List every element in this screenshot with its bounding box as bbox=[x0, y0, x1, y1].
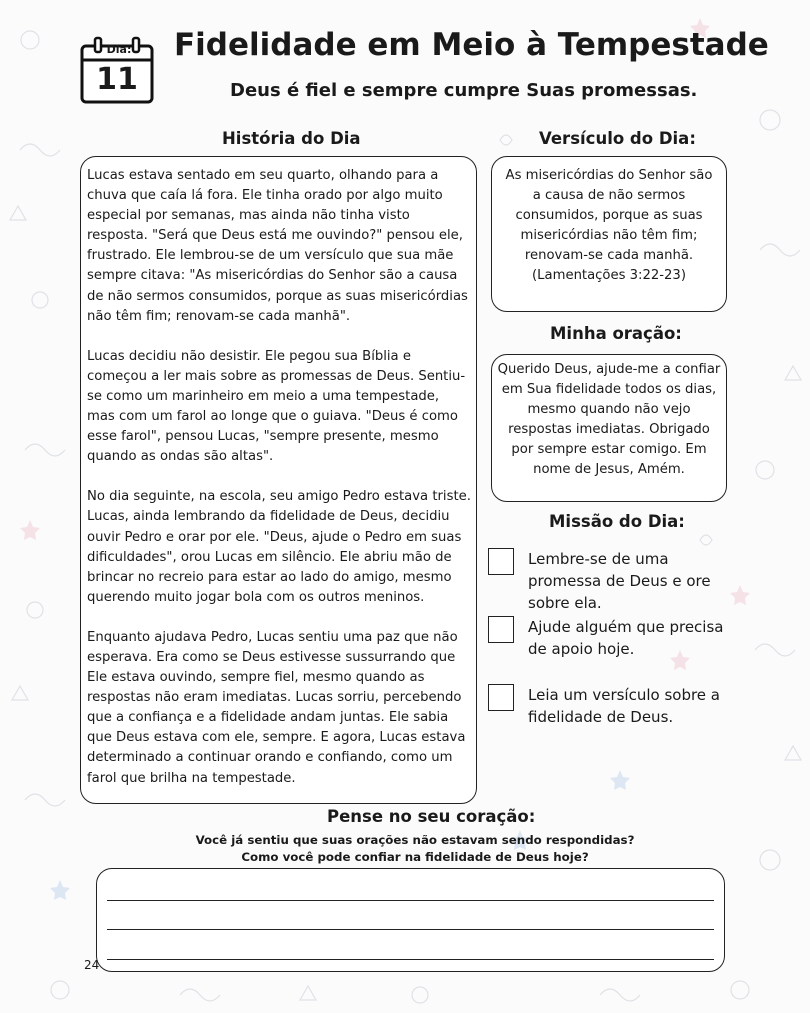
day-number: 11 bbox=[96, 62, 138, 97]
writing-line bbox=[107, 929, 714, 930]
reflection-question: Você já sentiu que suas orações não estavam sendo respondidas? bbox=[195, 833, 635, 847]
page-subtitle: Deus é fiel e sempre cumpre Suas promessas. bbox=[230, 80, 698, 101]
mission-heading: Missão do Dia: bbox=[549, 512, 685, 531]
writing-line bbox=[107, 900, 714, 901]
verse-text: As misericórdias do Senhor são a causa de não sermos consumidos, porque as suas misericórdias não têm fim; renovam-se cada manhã. (Lamentações 3:22-23) bbox=[505, 168, 713, 283]
story-box bbox=[80, 156, 477, 804]
mission-checkbox[interactable] bbox=[488, 616, 514, 643]
reflection-heading: Pense no seu coração: bbox=[327, 807, 536, 826]
page-title: Fidelidade em Meio à Tempestade bbox=[174, 27, 769, 63]
mission-item-text: Leia um versículo sobre a fidelidade de Deus. bbox=[528, 686, 720, 726]
story-paragraph: Enquanto ajudava Pedro, Lucas sentiu uma paz que não esperava. Era como se Deus estivesse sussurrando que Ele estava ouvindo, sempre fiel, mesmo quando as respostas não eram imediatas. Lucas sorriu, percebendo que a confiança e a fidelidade andam juntas. Ele sabia que Deus estava com ele, sempre. E agora, Lucas estava determinado a continuar orando e confiando, como um farol que brilha na tempestade. bbox=[87, 629, 466, 786]
verse-heading: Versículo do Dia: bbox=[539, 129, 696, 148]
verse-box bbox=[491, 156, 727, 312]
story-heading: História do Dia bbox=[222, 129, 361, 148]
writing-area[interactable] bbox=[96, 868, 725, 972]
prayer-heading: Minha oração: bbox=[550, 324, 682, 343]
page-number: 24 bbox=[84, 958, 100, 972]
day-label: Dia: bbox=[106, 43, 132, 56]
prayer-box bbox=[491, 354, 727, 502]
story-paragraph: Lucas estava sentado em seu quarto, olhando para a chuva que caía lá fora. Ele tinha orado por algo muito especial por semanas, mas ainda não tinha visto resposta. "Será que Deus está me ouvindo?" pensou ele, frustrado. Ele lembrou-se de um versículo que sua mãe sempre citava: "As misericórdias do Senhor são a causa de não sermos consumidos, porque as suas misericórdias não têm fim; renovam-se cada manhã". bbox=[87, 168, 468, 324]
prayer-text: Querido Deus, ajude-me a confiar em Sua fidelidade todos os dias, mesmo quando não vejo respostas imediatas. Obrigado por sempre estar comigo. Em nome de Jesus, Amém. bbox=[497, 362, 721, 477]
reflection-question: Como você pode confiar na fidelidade de Deus hoje? bbox=[241, 850, 589, 864]
mission-checkbox[interactable] bbox=[488, 548, 514, 575]
mission-item-text: Ajude alguém que precisa de apoio hoje. bbox=[528, 618, 724, 658]
story-paragraph: No dia seguinte, na escola, seu amigo Pedro estava triste. Lucas, ainda lembrando da fidelidade de Deus, decidiu ouvir Pedro e orar por ele. "Deus, ajude o Pedro em suas dificuldades", orou Lucas em silêncio. Ele abriu mão de brincar no recreio para estar ao lado do amigo, mesmo querendo muito jogar bola com os outros meninos. bbox=[87, 489, 471, 605]
story-paragraph: Lucas decidiu não desistir. Ele pegou sua Bíblia e começou a ler mais sobre as promessas de Deus. Sentiu-se como um marinheiro em meio a uma tempestade, mas com um farol ao longe que o guiava. "Deus é como esse farol", pensou Lucas, "sempre presente, mesmo quando as ondas são altas". bbox=[87, 348, 466, 465]
mission-item-text: Lembre-se de uma promessa de Deus e ore sobre ela. bbox=[528, 550, 711, 612]
mission-checkbox[interactable] bbox=[488, 684, 514, 711]
writing-line bbox=[107, 959, 714, 960]
